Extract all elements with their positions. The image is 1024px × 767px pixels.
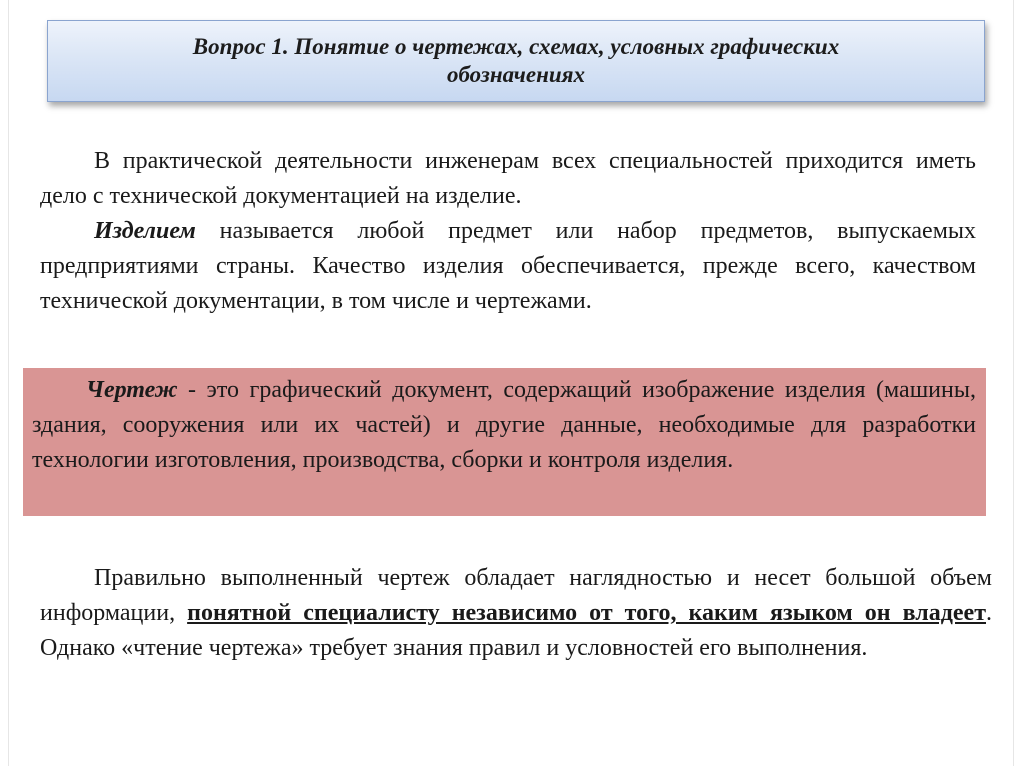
drawing-definition-box (23, 368, 986, 516)
paragraph-product-text: называется любой предмет или набор предметов, выпускаемых предприятиями страны. Качество изделия обеспечивается, прежде всего, качеством технической документации, в том числе и чертежами. (40, 218, 976, 314)
paragraph-properties-emphasis: понятной специалисту независимо от того, каким языком он владеет (187, 600, 986, 626)
paragraph-properties-lead: Правильно выполненный чертеж обладает наглядностью и несет большой объем информации, (40, 565, 992, 626)
paragraph-drawing-text: - это графический документ, содержащий изображение изделия (машины, здания, сооружения или их частей) и другие данные, необходимые для разработки технологии изготовления, производства, сборки и контроля изделия. (32, 377, 976, 473)
slide-title-line-1: Вопрос 1. Понятие о чертежах, схемах, условных графических (192, 34, 840, 59)
slide-title-box (47, 20, 985, 102)
paragraph-drawing-properties (40, 561, 992, 666)
term-drawing: Чертеж (86, 377, 178, 403)
paragraph-intro-text: В практической деятельности инженерам всех специальностей приходится иметь дело с технической документацией на изделие. (40, 148, 976, 209)
slide-title-line-2: обозначениях (447, 62, 585, 87)
paragraph-intro (40, 144, 976, 214)
paragraph-properties-tail: . Однако «чтение чертежа» требует знания правил и условностей его выполнения. (40, 600, 992, 661)
term-product: Изделием (94, 218, 196, 244)
paragraph-product-definition (40, 214, 976, 319)
slide-title (136, 33, 896, 89)
paragraph-drawing-definition (32, 373, 976, 478)
